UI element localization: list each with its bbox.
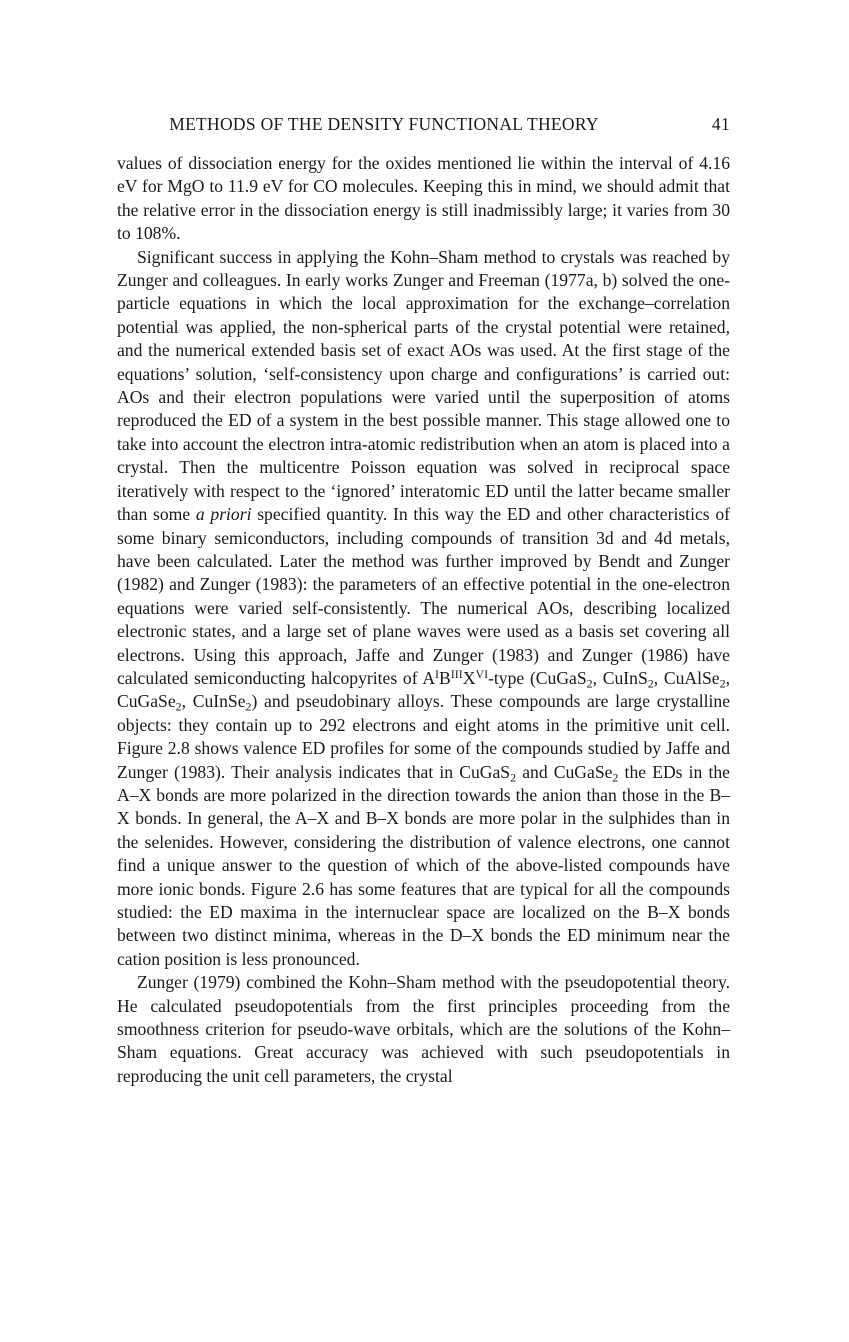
text-run: B (439, 667, 451, 688)
text-run: specified quantity. In this way the ED and other characteristics of some binary semiconductors, including compounds of transition 3d and 4d metals, have been calculated. Later the method was further improved by Bendt and Zunger (1982) and Zunger (1983): the parameters of an effective potential in the one-electron equations were varied self-consistently. The numerical AOs, describing localized electronic states, and a large set of plane waves were used as a basis set covering all electrons. Using this approach, Jaffe and Zunger (1983) and Zunger (1986) have calculated semiconducting halcopyrites of A (117, 504, 730, 688)
superscript: VI (475, 666, 489, 681)
text-run: Significant success in applying the Kohn–Sham method to crystals was reached by Zunger and colleagues. In early works Zunger and Freeman (1977a, b) solved the one-particle equations in which the local approximation for the exchange–correlation potential was applied, the non-spherical parts of the crystal potential were retained, and the numerical extended basis set of exact AOs was used. At the first stage of the equations’ solution, ‘self-consistency upon charge and configurations’ is carried out: AOs and their electron populations were varied until the superposition of atoms reproduced the ED of a system in the best possible manner. This stage allowed one to take into account the electron intra-atomic redistribution when an atom is placed into a crystal. Then the multicentre Poisson equation was solved in reciprocal space iteratively with respect to the ‘ignored’ interatomic ED until the latter became smaller than some (117, 246, 730, 525)
subscript: 2 (586, 676, 593, 691)
text-run: -type (CuGaS (488, 667, 587, 688)
text-run: X (462, 667, 476, 688)
running-title: METHODS OF THE DENSITY FUNCTIONAL THEORY (169, 114, 599, 134)
body-text (117, 152, 730, 1088)
running-header (117, 110, 730, 140)
text-run: the EDs in the A–X bonds are more polarized in the direction towards the anion than those in the B–X bonds. In general, the A–X and B–X bonds are more polar in the sulphides than in the selenides. However, considering the distribution of valence electrons, one cannot find a unique answer to the question of which of the above-listed compounds have more ionic bonds. Figure 2.6 has some features that are typical for all the compounds studied: the ED maxima in the internuclear space are localized on the B–X bonds between two distinct minima, whereas in the D–X bonds the ED minimum near the cation position is less pronounced. (117, 761, 730, 969)
text-run: , CuGaSe (117, 667, 730, 712)
text-run: , CuInSe (181, 691, 246, 712)
paragraph (117, 246, 730, 972)
text-run: values of dissociation energy for the oxides mentioned lie within the interval of 4.16 eV for MgO to 11.9 eV for CO molecules. Keeping this in mind, we should admit that the relative error in the dissociation energy is still inadmissibly large; it varies from 30 to 108%. (117, 153, 730, 244)
book-page (117, 110, 730, 1088)
text-run: Zunger (1979) combined the Kohn–Sham method with the pseudopotential theory. He calculated pseudopotentials from the first principles proceeding from the smoothness criterion for pseudo-wave orbitals, which are the solutions of the Kohn–Sham equations. Great accuracy was achieved with such pseudopotentials in reproducing the unit cell parameters, the crystal (117, 972, 730, 1086)
paragraph (117, 971, 730, 1088)
text-run: and CuGaSe (516, 761, 613, 782)
text-run: ) and pseudobinary alloys. These compounds are large crystalline objects: they contain up to 292 electrons and eight atoms in the primitive unit cell. Figure 2.8 shows valence ED profiles for some of the compounds studied by Jaffe and Zunger (1983). Their analysis indicates that in CuGaS (117, 691, 731, 782)
subscript: 2 (647, 676, 654, 691)
italic-text: a priori (195, 504, 252, 525)
text-run: , CuInS (592, 667, 648, 688)
superscript: I (435, 666, 440, 681)
subscript: 2 (175, 699, 182, 714)
subscript: 2 (245, 699, 252, 714)
page-number: 41 (711, 114, 730, 134)
subscript: 2 (612, 770, 619, 785)
subscript: 2 (510, 770, 517, 785)
superscript: III (450, 666, 463, 681)
text-run: , CuAlSe (653, 667, 720, 688)
paragraph (117, 152, 730, 246)
subscript: 2 (719, 676, 726, 691)
